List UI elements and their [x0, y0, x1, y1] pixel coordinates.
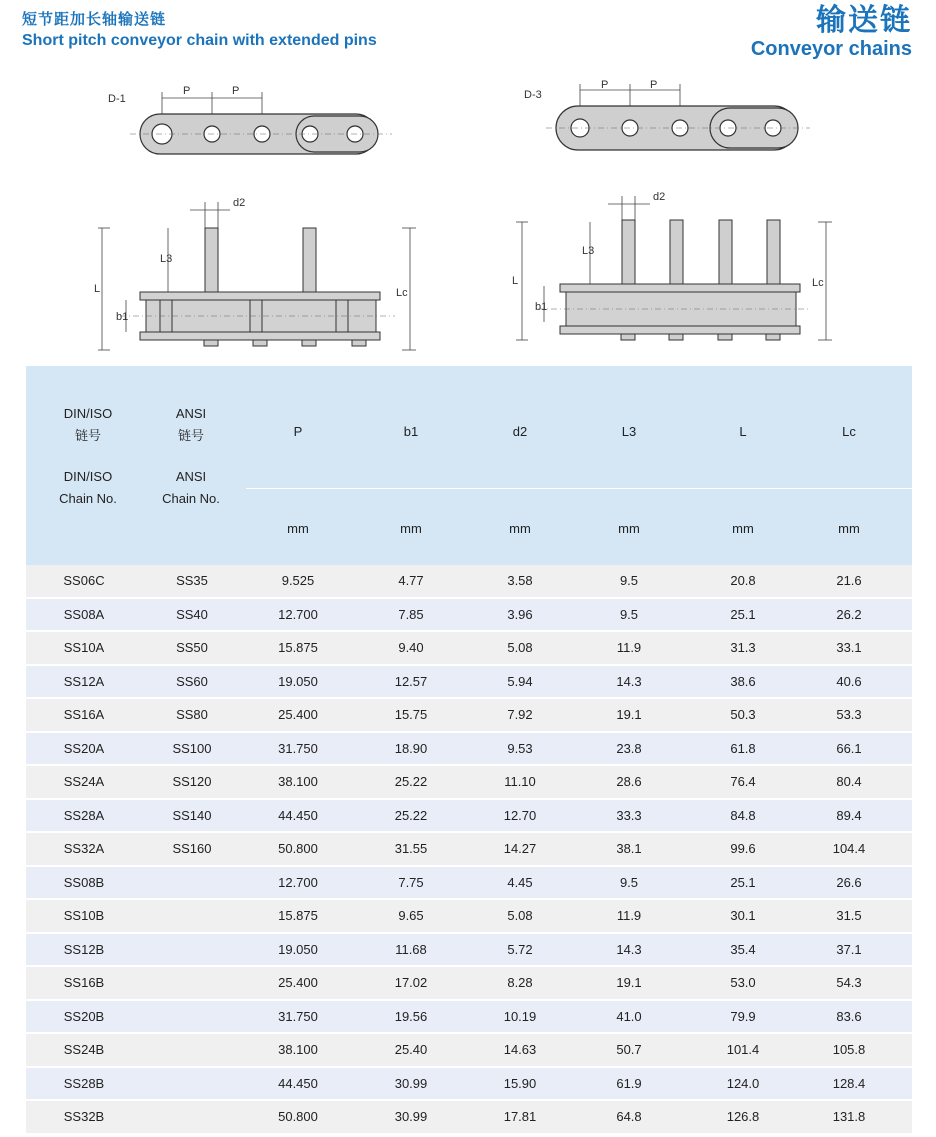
cell-ansi: SS140 [172, 807, 212, 823]
table-row [26, 967, 912, 1001]
header-col-p: P [293, 424, 303, 439]
cell-din: SS10A [63, 640, 105, 655]
cell-l3: 11.9 [616, 640, 642, 655]
header-unit-d2: mm [509, 521, 531, 536]
cell-lc: 26.2 [836, 606, 862, 622]
cell-p: 31.750 [278, 740, 318, 756]
cell-lc: 83.6 [836, 1008, 862, 1024]
table-row [26, 565, 912, 599]
cell-p: 12.700 [278, 606, 318, 622]
cell-b1: 30.99 [394, 1075, 428, 1091]
cell-p: 31.750 [278, 1008, 318, 1024]
cell-l3: 11.9 [616, 908, 642, 923]
cell-ansi: SS50 [176, 640, 208, 655]
cell-din: SS16A [63, 707, 105, 722]
cell-p: 50.800 [278, 1109, 318, 1124]
header-col-b1: b1 [403, 424, 419, 439]
cell-din: SS10B [63, 908, 105, 923]
d3-d2-label: d2 [653, 191, 666, 203]
cell-b1: 12.57 [394, 673, 428, 689]
table-row [26, 733, 912, 767]
table-row [26, 599, 912, 633]
cell-d2: 5.08 [507, 908, 533, 923]
table-row [26, 632, 912, 666]
cell-l: 38.6 [730, 673, 756, 689]
table-row [26, 1034, 912, 1068]
cell-l3: 9.5 [619, 573, 639, 588]
table-body [26, 565, 912, 1135]
cell-l3: 19.1 [616, 975, 642, 990]
cell-ansi: SS40 [176, 606, 208, 622]
cell-p: 38.100 [278, 774, 318, 789]
cell-l: 20.8 [730, 573, 756, 588]
cell-din: SS24A [63, 774, 105, 789]
header-ansi-cn: ANSI 链号 [175, 406, 207, 443]
cell-ansi: SS120 [172, 774, 212, 789]
d3-l3-label: L3 [582, 245, 595, 257]
header-left [22, 8, 377, 50]
cell-din: SS24B [63, 1042, 105, 1057]
header-unit-l: mm [732, 521, 754, 536]
cell-din: SS12A [63, 673, 105, 689]
cell-din: SS32B [63, 1109, 105, 1124]
cell-b1: 18.90 [394, 740, 428, 756]
d1-lc-label: Lc [396, 287, 408, 299]
table-row [26, 766, 912, 800]
table-row [26, 900, 912, 934]
cell-b1: 31.55 [394, 841, 428, 856]
header-din-en: DIN/ISO Chain No. [59, 469, 117, 506]
cell-l: 35.4 [730, 941, 756, 957]
cell-l: 124.0 [726, 1075, 760, 1091]
cell-b1: 9.40 [398, 640, 424, 655]
diagram-d3-top [520, 78, 820, 160]
cell-p: 12.700 [278, 874, 318, 890]
cell-l: 76.4 [730, 774, 756, 789]
cell-lc: 89.4 [836, 807, 862, 823]
cell-l: 126.8 [726, 1109, 760, 1124]
cell-l3: 9.5 [619, 606, 639, 622]
cell-ansi: SS80 [176, 707, 208, 722]
cell-b1: 7.85 [398, 606, 424, 622]
cell-l: 84.8 [730, 807, 756, 823]
cell-p: 19.050 [278, 673, 318, 689]
d3-pitch-label-2: P [650, 79, 658, 91]
cell-b1: 25.22 [394, 807, 428, 823]
d3-l-label: L [512, 275, 519, 287]
header-col-lc: Lc [842, 424, 856, 439]
cell-lc: 26.6 [836, 874, 862, 890]
cell-lc: 131.8 [832, 1109, 866, 1124]
table-row [26, 666, 912, 700]
d3-pitch-label-1: P [601, 79, 609, 91]
header-divider [246, 488, 912, 489]
cell-p: 9.525 [281, 573, 315, 588]
cell-din: SS06C [63, 573, 105, 588]
cell-l3: 9.5 [619, 874, 639, 890]
cell-p: 38.100 [278, 1042, 318, 1057]
cell-ansi: SS35 [176, 573, 208, 588]
header-right [751, 4, 912, 61]
cell-b1: 17.02 [394, 975, 428, 990]
table-row [26, 1068, 912, 1102]
cell-ansi: SS60 [176, 673, 208, 689]
cell-b1: 11.68 [395, 941, 427, 957]
cell-lc: 37.1 [836, 941, 862, 957]
header-col-l: L [739, 424, 747, 439]
cell-lc: 54.3 [836, 975, 862, 990]
cell-l3: 38.1 [616, 841, 642, 856]
cell-d2: 3.58 [507, 573, 533, 588]
cell-l: 101.4 [726, 1042, 760, 1057]
cell-p: 25.400 [278, 707, 318, 722]
cell-b1: 25.40 [394, 1042, 428, 1057]
cell-b1: 25.22 [394, 774, 428, 789]
cell-lc: 21.6 [836, 573, 862, 588]
header-ansi-en: ANSI Chain No. [162, 469, 220, 506]
cell-d2: 14.63 [503, 1042, 537, 1057]
cell-lc: 31.5 [836, 908, 862, 923]
cell-b1: 4.77 [398, 573, 424, 588]
cell-din: SS20B [63, 1008, 105, 1024]
cell-p: 25.400 [278, 975, 318, 990]
cell-ansi: SS160 [172, 841, 212, 856]
cell-d2: 11.10 [504, 774, 536, 789]
cell-p: 15.875 [278, 640, 318, 655]
cell-d2: 15.90 [503, 1075, 537, 1091]
cell-d2: 4.45 [507, 874, 533, 890]
cell-din: SS12B [63, 941, 105, 957]
header-unit-p: mm [287, 521, 309, 536]
cell-l3: 33.3 [616, 807, 642, 823]
cell-din: SS28B [63, 1075, 105, 1091]
cell-lc: 128.4 [832, 1075, 866, 1091]
cell-l3: 19.1 [616, 707, 642, 722]
cell-d2: 5.94 [507, 673, 533, 689]
cell-l: 50.3 [730, 707, 756, 722]
cell-lc: 105.8 [832, 1042, 866, 1057]
cell-l3: 50.7 [616, 1042, 642, 1057]
cell-p: 50.800 [278, 841, 318, 856]
cell-lc: 53.3 [836, 707, 862, 722]
header-unit-lc: mm [838, 521, 860, 536]
cell-din: SS28A [63, 807, 105, 823]
cell-lc: 40.6 [836, 673, 862, 689]
cell-p: 15.875 [278, 908, 318, 923]
cell-din: SS08A [63, 606, 105, 622]
d1-l-label: L [94, 283, 101, 295]
table-row [26, 1101, 912, 1135]
cell-d2: 10.19 [503, 1008, 537, 1024]
cell-b1: 19.56 [394, 1008, 428, 1024]
cell-d2: 14.27 [503, 841, 537, 856]
cell-din: SS20A [63, 740, 105, 756]
cell-d2: 17.81 [503, 1109, 537, 1124]
cell-din: SS32A [63, 841, 105, 856]
cell-b1: 15.75 [394, 707, 428, 722]
cell-l: 61.8 [730, 740, 756, 756]
cell-l: 53.0 [730, 975, 756, 990]
title-en: Short pitch conveyor chain with extended pins [22, 32, 377, 49]
diagram-d1-side [90, 192, 420, 360]
table-row [26, 833, 912, 867]
header-unit-l3: mm [618, 521, 640, 536]
cell-lc: 33.1 [836, 640, 862, 655]
cell-l3: 23.8 [616, 740, 642, 756]
cell-lc: 104.4 [832, 841, 866, 856]
brand-en: Conveyor chains [750, 38, 912, 60]
d1-b1-label: b1 [116, 311, 129, 323]
d1-d2-label: d2 [233, 197, 246, 209]
cell-l3: 14.3 [616, 673, 642, 689]
cell-d2: 5.08 [507, 640, 533, 655]
cell-lc: 66.1 [836, 740, 862, 756]
cell-l3: 14.3 [616, 941, 642, 957]
cell-b1: 9.65 [398, 908, 424, 923]
header-din-cn: DIN/ISO 链号 [63, 406, 113, 443]
cell-l3: 41.0 [616, 1008, 642, 1024]
cell-d2: 3.96 [507, 606, 533, 622]
brand-cn: 输送链 [816, 4, 912, 37]
cell-din: SS16B [63, 975, 105, 990]
header-col-l3: L3 [621, 424, 637, 439]
cell-l: 25.1 [730, 874, 756, 890]
header-unit-b1: mm [400, 521, 422, 536]
cell-ansi: SS100 [172, 740, 212, 756]
d1-label: D-1 [108, 93, 126, 105]
table-row [26, 699, 912, 733]
cell-l: 79.9 [730, 1008, 756, 1024]
header-col-d2: d2 [512, 424, 528, 439]
table-row [26, 934, 912, 968]
cell-b1: 7.75 [398, 874, 424, 890]
cell-din: SS08B [63, 874, 105, 890]
table-header [26, 366, 912, 565]
table-row [26, 800, 912, 834]
cell-l3: 28.6 [616, 774, 642, 789]
cell-lc: 80.4 [836, 774, 862, 789]
d1-pitch-label-1: P [183, 85, 191, 97]
cell-p: 19.050 [278, 941, 318, 957]
d3-b1-label: b1 [535, 301, 548, 313]
cell-d2: 8.28 [507, 975, 533, 990]
diagram-d3-side [508, 188, 838, 354]
cell-l: 25.1 [730, 606, 756, 622]
cell-l3: 61.9 [616, 1075, 642, 1091]
cell-p: 44.450 [278, 807, 318, 823]
d1-l3-label: L3 [160, 253, 173, 265]
cell-l: 99.6 [730, 841, 756, 856]
spec-table [26, 366, 912, 1135]
d3-lc-label: Lc [812, 277, 824, 289]
diagram-d1-top [100, 78, 400, 160]
d3-label: D-3 [524, 89, 542, 101]
title-cn: 短节距加长轴输送链 [22, 11, 167, 28]
cell-l: 31.3 [730, 640, 756, 655]
cell-l3: 64.8 [616, 1109, 642, 1124]
cell-b1: 30.99 [394, 1109, 428, 1124]
cell-d2: 12.70 [503, 807, 537, 823]
cell-d2: 9.53 [507, 740, 533, 756]
cell-d2: 7.92 [507, 707, 533, 722]
cell-p: 44.450 [278, 1075, 318, 1091]
cell-l: 30.1 [730, 908, 756, 923]
table-row [26, 867, 912, 901]
d1-pitch-label-2: P [232, 85, 240, 97]
cell-d2: 5.72 [507, 941, 533, 957]
table-row [26, 1001, 912, 1035]
